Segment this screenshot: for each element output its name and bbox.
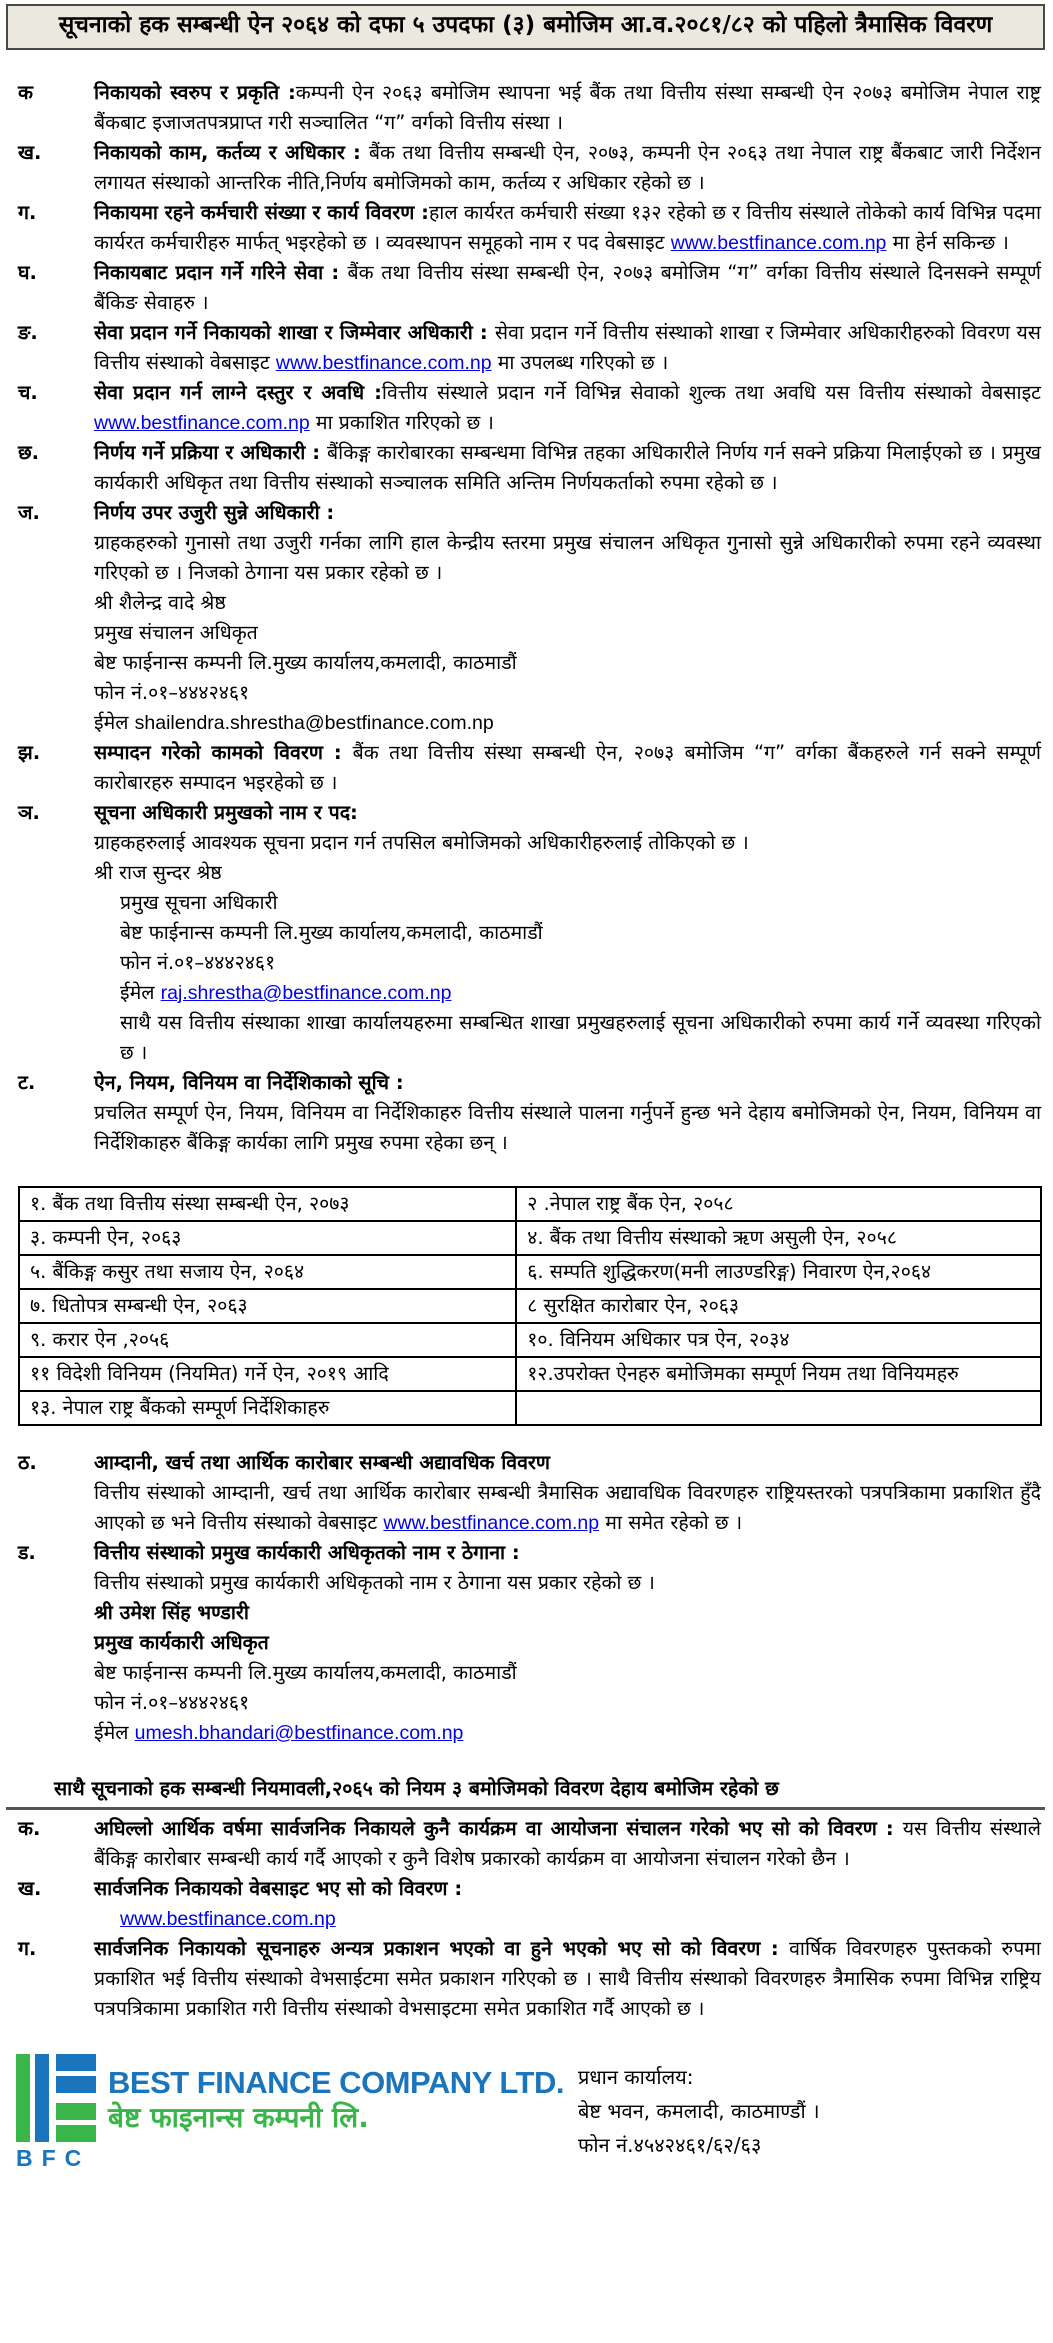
text-segment: सेवा प्रदान गर्न लाग्ने दस्तुर र अवधि : <box>94 380 382 404</box>
text-segment: प्रमुख सूचना अधिकारी <box>120 890 278 914</box>
text-segment: प्रमुख कार्यकारी अधिकृत <box>94 1630 269 1654</box>
section-label: ड. <box>18 1540 36 1564</box>
section-label: च. <box>18 380 38 404</box>
text-line <box>94 708 1041 738</box>
text-segment: ईमेल <box>94 1720 135 1744</box>
section-row <box>6 1814 1045 1874</box>
website-link[interactable]: www.bestfinance.com.np <box>120 1907 336 1930</box>
text-line <box>94 1598 1041 1628</box>
text-segment: सेवा प्रदान गर्ने वित्तीय संस्थाको शाखा र जिम्मेवार अधिकारीहरुको विवरण यस वित्तीय संस्थाको वेबसाइट <box>94 320 1041 374</box>
section-label: ट. <box>18 1070 36 1094</box>
text-segment: ग्राहकहरुको गुनासो तथा उजुरी गर्नका लागि हाल केन्द्रीय स्तरमा प्रमुख संचालन अधिकृत गुनासो सुन्ने अधिकारीको रुपमा रहने व्यवस्था गरिएको छ । निजको ठेगाना यस प्रकार रहेको छ । <box>94 530 1041 584</box>
text-segment: मा उपलब्ध गरिएको छ । <box>491 350 669 374</box>
text-segment: सूचना अधिकारी प्रमुखको नाम र पद: <box>94 800 358 824</box>
website-link[interactable]: www.bestfinance.com.np <box>383 1511 600 1534</box>
text-line <box>94 678 1041 708</box>
paragraph-line <box>94 258 1041 318</box>
brand-names <box>108 2054 564 2146</box>
section-content <box>94 1814 1045 1874</box>
paragraph-line <box>94 1008 1041 1068</box>
laws-table-row <box>19 1187 1041 1221</box>
section-content <box>94 1068 1045 1158</box>
text-segment: श्री उमेश सिंह भण्डारी <box>94 1600 249 1624</box>
logo-bar-green-2 <box>56 2125 96 2142</box>
section-content <box>94 198 1045 258</box>
text-segment: बैंक तथा वित्तीय संस्था सम्बन्धी ऐन, २०७३ बमोजिम “ग” वर्गका बैंकहरुले गर्न सक्ने सम्पूर्ण कारोबारहरु सम्पादन भइरहेको छ । <box>94 740 1041 794</box>
website-link[interactable]: www.bestfinance.com.np <box>275 351 492 374</box>
laws-table-cell: ८ सुरक्षित कारोबार ऐन, २०६३ <box>516 1289 1041 1323</box>
section-content <box>94 258 1045 318</box>
text-segment: मा हेर्न सकिन्छ । <box>886 230 1009 254</box>
laws-table-cell: ३. कम्पनी ऐन, २०६३ <box>19 1221 516 1255</box>
text-segment: ग्राहकहरुलाई आवश्यक सूचना प्रदान गर्न तपसिल बमोजिमको अधिकारीहरुलाई तोकिएको छ । <box>94 830 749 854</box>
section-label: झ. <box>18 740 41 764</box>
text-segment: निकायको काम, कर्तव्य र अधिकार : <box>94 140 369 164</box>
laws-table-cell: १३. नेपाल राष्ट्र बैंकको सम्पूर्ण निर्देशिकाहरु <box>19 1391 516 1425</box>
text-segment: श्री शैलेन्द्र वादे श्रेष्ठ <box>94 590 226 614</box>
brand-name-english: BEST FINANCE COMPANY LTD. <box>108 2064 564 2100</box>
text-segment: सार्वजनिक निकायको वेबसाइट भए सो को विवरण : <box>94 1876 463 1900</box>
text-line <box>94 1628 1041 1658</box>
text-segment: वार्षिक विवरणहरु पुस्तकको रुपमा प्रकाशित भई वित्तीय संस्थाको वेभसाईटमा समेत प्रकाशन गरिएको छ । साथै वित्तीय संस्थाको विवरणहरु त्रैमासिक रुपमा विभिन्न राष्ट्रिय पत्रपत्रिकामा प्रकाशित गरी वित्तीय संस्थाको वेभसाइटमा समेत प्रकाशित गर्दै आएको छ । <box>94 1936 1041 2020</box>
section-content <box>94 1448 1045 1538</box>
text-segment: सेवा प्रदान गर्ने निकायको शाखा र जिम्मेवार अधिकारी : <box>94 320 495 344</box>
regulations-heading: साथै सूचनाको हक सम्बन्धी नियमावली,२०६५ को नियम ३ बमोजिमको विवरण देहाय बमोजिम रहेको छ <box>6 1774 1045 1810</box>
logo-bar-green-1 <box>56 2103 96 2120</box>
section-content <box>94 498 1045 738</box>
section-label: छ. <box>18 440 40 464</box>
text-segment: अघिल्लो आर्थिक वर्षमा सार्वजनिक निकायले कुनै कार्यक्रम वा आयोजना संचालन गरेको भए सो को विवरण : <box>94 1816 903 1840</box>
text-line <box>94 1718 1041 1748</box>
text-line <box>94 1658 1041 1688</box>
text-segment: प्रचलित सम्पूर्ण ऐन, नियम, विनियम वा निर्देशिकाहरु वित्तीय संस्थाले पालना गर्नुपर्ने हुन्छ भने देहाय बमोजिमको ऐन, नियम, विनियम वा निर्देशिकाहरु बैंकिङ्ग कार्यका लागि प्रमुख रुपमा रहेका छन् । <box>94 1100 1041 1154</box>
text-line <box>94 978 1041 1008</box>
text-segment: बेष्ट फाईनान्स कम्पनी लि.मुख्य कार्यालय,कमलादी, काठमाडौं <box>94 1660 517 1684</box>
paragraph-line <box>94 378 1041 438</box>
email-link[interactable]: raj.shrestha@bestfinance.com.np <box>160 981 452 1004</box>
text-segment: हाल कार्यरत कर्मचारी संख्या १३२ रहेको छ र वित्तीय संस्थाले तोकेको कार्य विभिन्न पदमा कार्यरत कर्मचारीहरु मार्फत् भइरहेको छ । व्यवस्थापन समूहको नाम र पद वेबसाइट <box>94 200 1041 254</box>
section-row <box>6 258 1045 318</box>
text-segment: वित्तीय संस्थाको आम्दानी, खर्च तथा आर्थिक कारोबार सम्बन्धी त्रैमासिक अद्यावधिक विवरणहरु राष्ट्रियस्तरको पत्रपत्रिकामा प्रकाशित हुँदै आएको छ भने वित्तीय संस्थाको वेबसाइट <box>94 1480 1041 1534</box>
text-segment: मा समेत रहेको छ । <box>599 1510 743 1534</box>
logo-bar-vertical-blue <box>35 2054 49 2142</box>
brand-name-nepali: बेष्ट फाइनान्स कम्पनी लि. <box>108 2101 369 2135</box>
laws-table-cell: ११ विदेशी विनियम (नियमित) गर्ने ऐन, २०१९ आदि <box>19 1357 516 1391</box>
text-segment: सार्वजनिक निकायको सूचनाहरु अन्यत्र प्रकाशन भएको वा हुने भएको भए सो को विवरण : <box>94 1936 790 1960</box>
text-segment: कम्पनी ऐन २०६३ बमोजिम स्थापना भई बैंक तथा वित्तीय संस्था सम्बन्धी ऐन २०७३ बमोजिम नेपाल राष्ट्र बैंकबाट इजाजतपत्रप्राप्त गरी सञ्चालित “ग” वर्गको वित्तीय संस्था । <box>94 80 1041 134</box>
text-segment: बेष्ट फाईनान्स कम्पनी लि.मुख्य कार्यालय,कमलादी, काठमाडौं <box>120 920 543 944</box>
section-row <box>6 1934 1045 2024</box>
laws-table-cell: ९. करार ऐन ,२०५६ <box>19 1323 516 1357</box>
text-segment: बैंकिङ्ग कारोबारका सम्बन्धमा विभिन्न तहका अधिकारीले निर्णय गर्न सक्ने प्रक्रिया मिलाईएको छ । प्रमुख कार्यकारी अधिकृत तथा वित्तीय संस्थाको सञ्चालक समिति अन्तिम निर्णयकर्ताको रुपमा रहेको छ । <box>94 440 1041 494</box>
text-segment: निकायको स्वरुप र प्रकृति : <box>94 80 296 104</box>
section-label: ठ. <box>18 1450 37 1474</box>
paragraph-line <box>94 528 1041 588</box>
head-office-block <box>578 2054 820 2162</box>
text-segment: निकायबाट प्रदान गर्ने गरिने सेवा : <box>94 260 348 284</box>
section-content <box>94 318 1045 378</box>
section-row <box>6 318 1045 378</box>
text-line <box>94 1068 1041 1098</box>
head-office-phone: फोन नं.४५४२४६१/६२/६३ <box>577 2132 762 2157</box>
section-row <box>6 1538 1045 1748</box>
text-line <box>94 798 1041 828</box>
sections-part3 <box>6 1814 1045 2024</box>
paragraph-line <box>94 438 1041 498</box>
company-logo <box>16 2054 564 2172</box>
section-row <box>6 378 1045 438</box>
section-row <box>6 738 1045 798</box>
text-segment: बैंक तथा वित्तीय संस्था सम्बन्धी ऐन, २०७३ बमोजिम “ग” वर्गका वित्तीय संस्थाले दिनसक्ने सम्पूर्ण बैंकिङ सेवाहरु । <box>94 260 1042 314</box>
section-label: ग. <box>18 1936 37 1960</box>
section-content <box>94 378 1045 438</box>
brand-abbr: BFC <box>16 2144 91 2171</box>
text-segment: वित्तीय संस्थाको प्रमुख कार्यकारी अधिकृतको नाम र ठेगाना : <box>94 1540 520 1564</box>
section-content <box>94 738 1045 798</box>
text-line <box>94 948 1041 978</box>
laws-table-cell: ७. धितोपत्र सम्बन्धी ऐन, २०६३ <box>19 1289 516 1323</box>
section-content <box>94 138 1045 198</box>
text-segment: वित्तीय संस्थाको प्रमुख कार्यकारी अधिकृतको नाम र ठेगाना यस प्रकार रहेको छ । <box>94 1570 655 1594</box>
paragraph-line <box>94 138 1041 198</box>
text-segment: मा प्रकाशित गरिएको छ । <box>309 410 494 434</box>
text-segment: ऐन, नियम, विनियम वा निर्देशिकाको सूचि : <box>94 1070 404 1094</box>
text-line <box>94 918 1041 948</box>
laws-table-cell <box>516 1391 1041 1425</box>
section-row <box>6 438 1045 498</box>
section-row <box>6 138 1045 198</box>
logo-bar-blue-1 <box>56 2054 96 2071</box>
paragraph-line <box>94 1814 1041 1874</box>
section-label: ज. <box>18 500 40 524</box>
logo-e-bars <box>56 2054 96 2142</box>
text-segment: बैंक तथा वित्तीय सम्बन्धी ऐन, २०७३, कम्पनी ऐन २०६३ तथा नेपाल राष्ट्र बैंकबाट जारी निर्देशन लगायत संस्थाको आन्तरिक नीति,निर्णय बमोजिमको काम, कर्तव्य र अधिकार रहेको छ । <box>94 140 1041 194</box>
paragraph-line <box>94 1568 1041 1598</box>
head-office-label: प्रधान कार्यालय: <box>577 2064 694 2089</box>
section-label: ख. <box>18 1876 42 1900</box>
section-row <box>6 1068 1045 1158</box>
section-row <box>6 798 1045 1068</box>
text-segment: फोन नं.०१–४४४२४६१ <box>94 1690 250 1714</box>
laws-table-row <box>19 1289 1041 1323</box>
paragraph-line <box>94 1098 1041 1158</box>
website-link[interactable]: www.bestfinance.com.np <box>670 231 887 254</box>
laws-table-row <box>19 1221 1041 1255</box>
sections-part2 <box>6 1448 1045 1748</box>
text-line <box>94 588 1041 618</box>
head-office-address: बेष्ट भवन, कमलादी, काठमाण्डौं । <box>577 2098 820 2123</box>
laws-table-row <box>19 1357 1041 1391</box>
bfc-logo-mark <box>16 2054 96 2172</box>
paragraph-line <box>94 1934 1041 2024</box>
laws-table-row <box>19 1391 1041 1425</box>
text-segment: साथै यस वित्तीय संस्थाका शाखा कार्यालयहरुमा सम्बन्धित शाखा प्रमुखहरुलाई सूचना अधिकारीको रुपमा कार्य गर्ने व्यवस्था गरिएको छ । <box>120 1010 1041 1064</box>
section-content <box>94 438 1045 498</box>
section-label: ङ. <box>18 320 38 344</box>
section-content <box>94 1934 1045 2024</box>
text-line <box>94 1688 1041 1718</box>
logo-bars <box>16 2054 96 2142</box>
text-segment: shailendra.shrestha@bestfinance.com.np <box>134 711 494 734</box>
text-line <box>94 858 1041 888</box>
section-content <box>94 78 1045 138</box>
section-label: घ. <box>18 260 37 284</box>
laws-table-cell: २ .नेपाल राष्ट्र बैंक ऐन, २०५८ <box>516 1187 1041 1221</box>
text-segment: निर्णय गर्ने प्रक्रिया र अधिकारी : <box>94 440 328 464</box>
text-segment: फोन नं.०१–४४४२४६१ <box>94 680 250 704</box>
text-line <box>94 888 1041 918</box>
paragraph-line <box>94 1478 1041 1538</box>
paragraph-line <box>94 738 1041 798</box>
text-line <box>94 1538 1041 1568</box>
text-segment: प्रमुख संचालन अधिकृत <box>94 620 258 644</box>
text-segment: आम्दानी, खर्च तथा आर्थिक कारोबार सम्बन्धी अद्यावधिक विवरण <box>94 1450 551 1474</box>
text-segment: फोन नं.०१–४४४२४६१ <box>120 950 276 974</box>
logo-bar-vertical-green <box>16 2054 30 2142</box>
paragraph-line <box>94 318 1041 378</box>
text-segment: श्री राज सुन्दर श्रेष्ठ <box>94 860 222 884</box>
section-content <box>94 798 1045 1068</box>
laws-table-cell: ६. सम्पति शुद्धिकरण(मनी लाउण्डरिङ्ग) निवारण ऐन,२०६४ <box>516 1255 1041 1289</box>
text-segment: वित्तीय संस्थाले प्रदान गर्ने विभिन्न सेवाको शुल्क तथा अवधि यस वित्तीय संस्थाको वेबसाइट <box>381 380 1041 404</box>
section-content <box>94 1874 1045 1934</box>
section-row <box>6 498 1045 738</box>
text-segment: यस वित्तीय संस्थाले बैंकिङ्ग कारोबार सम्बन्धी कार्य गर्दै आएको र कुनै विशेष प्रकारको कार्यक्रम वा आयोजना संचालन गरेको छैन । <box>94 1816 1041 1870</box>
laws-table-cell: १०. विनियम अधिकार पत्र ऐन, २०३४ <box>516 1323 1041 1357</box>
laws-table <box>18 1186 1042 1426</box>
laws-table-cell: ५. बैंकिङ्ग कसुर तथा सजाय ऐन, २०६४ <box>19 1255 516 1289</box>
text-line <box>94 1874 1041 1904</box>
text-line <box>94 1904 1041 1934</box>
section-label: क <box>18 80 33 104</box>
text-line <box>94 648 1041 678</box>
email-link[interactable]: umesh.bhandari@bestfinance.com.np <box>134 1721 464 1744</box>
document-title: सूचनाको हक सम्बन्धी ऐन २०६४ को दफा ५ उपदफा (३) बमोजिम आ.व.२०८१/८२ को पहिलो त्रैमासिक विवरण <box>58 12 993 38</box>
paragraph-line <box>94 78 1041 138</box>
text-segment: निर्णय उपर उजुरी सुन्ने अधिकारी : <box>94 500 335 524</box>
text-line <box>94 498 1041 528</box>
laws-table-cell: १. बैंक तथा वित्तीय संस्था सम्बन्धी ऐन, २०७३ <box>19 1187 516 1221</box>
section-label: क. <box>18 1816 41 1840</box>
section-row <box>6 1874 1045 1934</box>
section-row <box>6 198 1045 258</box>
section-content <box>94 1538 1045 1748</box>
title-box <box>6 4 1045 50</box>
text-segment: निकायमा रहने कर्मचारी संख्या र कार्य विवरण : <box>94 200 429 224</box>
text-segment: ईमेल <box>120 980 161 1004</box>
website-link[interactable]: www.bestfinance.com.np <box>94 411 310 434</box>
logo-bar-blue-2 <box>56 2076 96 2093</box>
text-segment: बेष्ट फाईनान्स कम्पनी लि.मुख्य कार्यालय,कमलादी, काठमाडौं <box>94 650 517 674</box>
section-row <box>6 1448 1045 1538</box>
text-line <box>94 1448 1041 1478</box>
section-label: ख. <box>18 140 42 164</box>
section-row <box>6 78 1045 138</box>
text-segment: सम्पादन गरेको कामको विवरण : <box>94 740 353 764</box>
paragraph-line <box>94 198 1041 258</box>
laws-table-cell: ४. बैंक तथा वित्तीय संस्थाको ऋण असुली ऐन, २०५८ <box>516 1221 1041 1255</box>
laws-table-cell: १२.उपरोक्त ऐनहरु बमोजिमका सम्पूर्ण नियम तथा विनियमहरु <box>516 1357 1041 1391</box>
sections-part1 <box>6 78 1045 1158</box>
text-line <box>94 618 1041 648</box>
laws-table-row <box>19 1323 1041 1357</box>
paragraph-line <box>94 828 1041 858</box>
section-label: ग. <box>18 200 37 224</box>
section-label: ञ. <box>18 800 40 824</box>
footer <box>6 2054 1045 2172</box>
laws-table-row <box>19 1255 1041 1289</box>
text-segment: ईमेल <box>94 710 135 734</box>
